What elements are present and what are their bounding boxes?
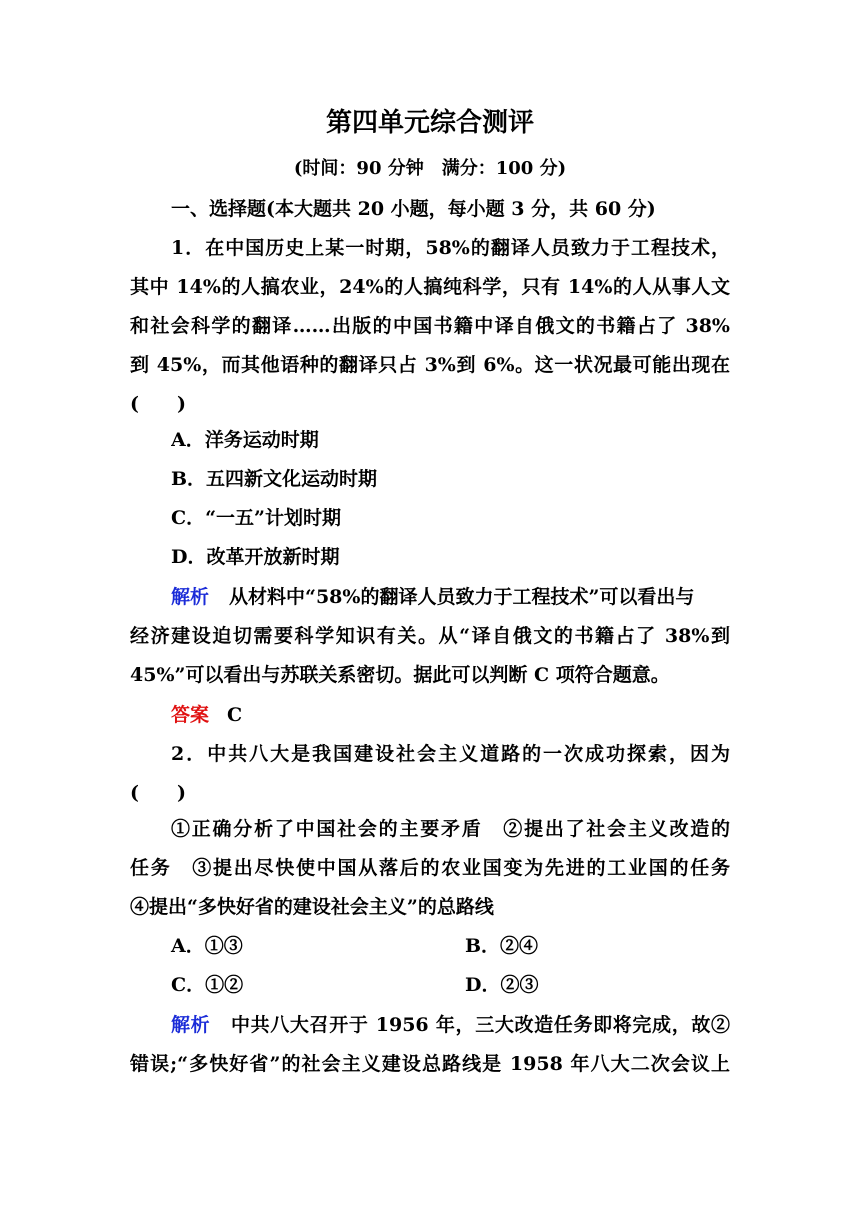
q1-answer-line xyxy=(171,702,730,728)
q2-statement-line-2: 任务 ③提出尽快使中国从落后的农业国变为先进的工业国的任务 xyxy=(130,857,730,879)
q1-analysis-line-1 xyxy=(171,584,730,610)
q1-stem-line-4: 到 45%，而其他语种的翻译只占 3%到 6%。这一状况最可能出现在 xyxy=(130,354,730,376)
analysis-label: 解析 xyxy=(171,1014,211,1036)
q2-analysis-text: 中共八大召开于 1956 年，三大改造任务即将完成，故② xyxy=(230,1014,730,1036)
q1-option-c: C．“一五”计划时期 xyxy=(171,507,341,529)
q2-option-d: D．②③ xyxy=(465,974,539,996)
q2-statement-line-3: ④提出“多快好省的建设社会主义”的总路线 xyxy=(130,896,494,918)
q2-statement-line-1: ①正确分析了中国社会的主要矛盾 ②提出了社会主义改造的 xyxy=(171,818,730,840)
q2-answer-blank: ( ) xyxy=(130,782,186,804)
q2-option-b: B．②④ xyxy=(465,935,539,957)
q1-option-b: B．五四新文化运动时期 xyxy=(171,468,378,490)
section-heading: 一、选择题(本大题共 20 小题，每小题 3 分，共 60 分) xyxy=(171,198,656,220)
q1-stem-line-1: 1．在中国历史上某一时期，58%的翻译人员致力于工程技术， xyxy=(171,237,730,259)
q1-answer-blank: ( ) xyxy=(130,393,186,415)
q2-stem-line-1: 2．中共八大是我国建设社会主义道路的一次成功探索，因为 xyxy=(171,743,730,765)
q1-analysis-line-3: 45%”可以看出与苏联关系密切。据此可以判断 C 项符合题意。 xyxy=(130,664,670,686)
analysis-label: 解析 xyxy=(171,586,210,608)
q1-stem-line-3: 和社会科学的翻译……出版的中国书籍中译自俄文的书籍占了 38% xyxy=(130,315,730,337)
q1-answer-value: C xyxy=(227,704,243,726)
q2-option-a: A．①③ xyxy=(171,935,243,957)
q1-analysis-line-2: 经济建设迫切需要科学知识有关。从“译自俄文的书籍占了 38%到 xyxy=(130,625,730,647)
q1-analysis-text: 从材料中“58%的翻译人员致力于工程技术”可以看出与 xyxy=(229,586,695,608)
q2-option-c: C．①② xyxy=(171,974,244,996)
q1-option-d: D．改革开放新时期 xyxy=(171,546,340,568)
q1-option-a: A．洋务运动时期 xyxy=(171,429,319,451)
exam-info: (时间：90 分钟 满分：100 分) xyxy=(293,158,567,179)
answer-label: 答案 xyxy=(171,704,210,726)
page-title: 第四单元综合测评 xyxy=(325,108,534,138)
q1-stem-line-2: 其中 14%的人搞农业，24%的人搞纯科学，只有 14%的人从事人文 xyxy=(130,276,730,298)
q2-analysis-line-2: 错误;“多快好省”的社会主义建设总路线是 1958 年八大二次会议上 xyxy=(130,1053,730,1075)
q2-analysis-line-1 xyxy=(171,1012,730,1038)
